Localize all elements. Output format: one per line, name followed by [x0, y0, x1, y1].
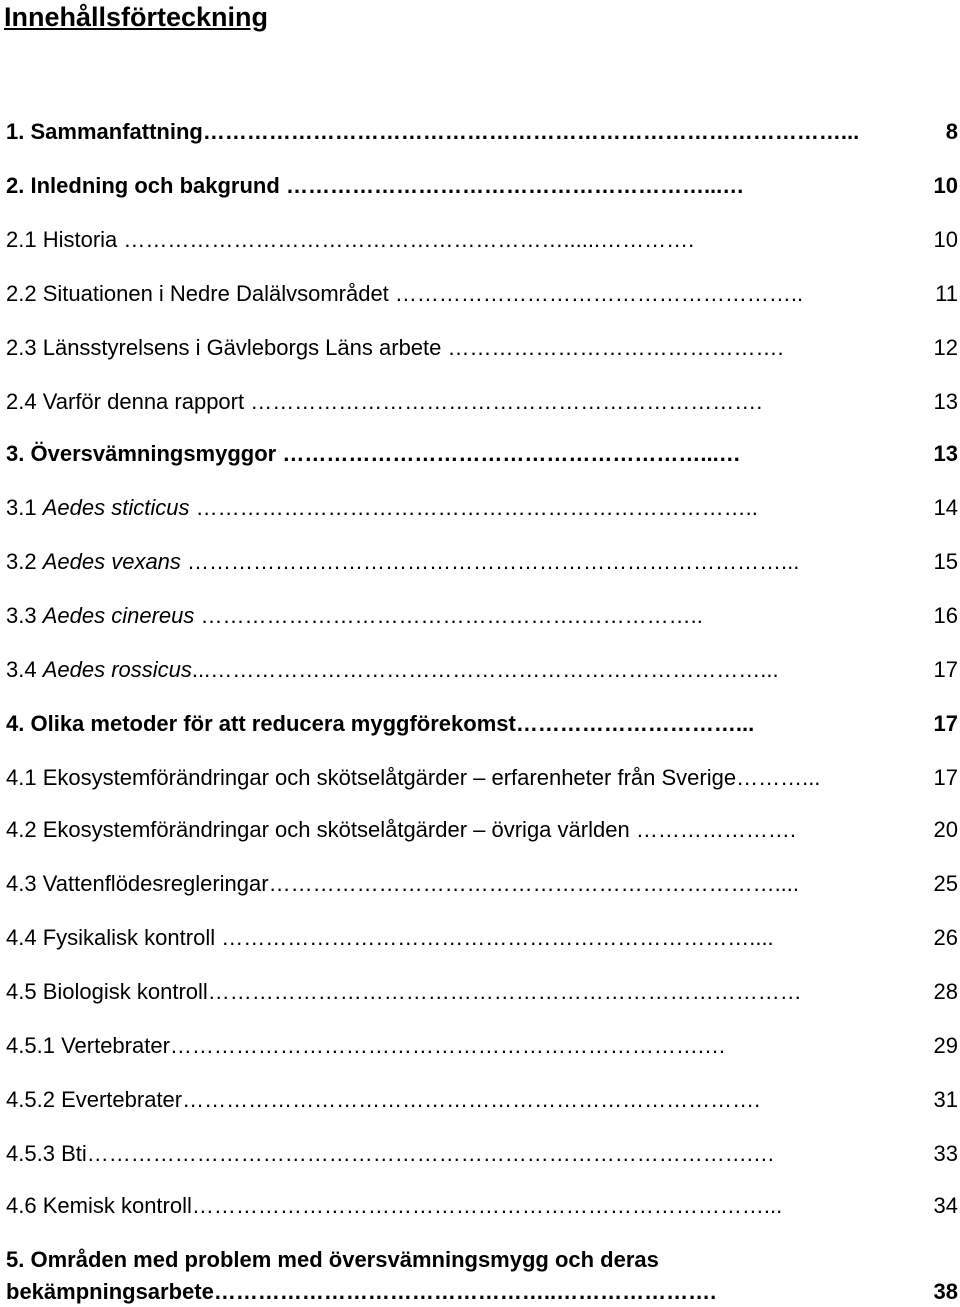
entry-leader-dots: …………………………………………………………….: [250, 389, 763, 414]
entry-text: Kemisk kontroll: [42, 1193, 192, 1218]
entry-leader-dots: ………………………………………..………………….: [213, 1279, 717, 1304]
toc-entry[interactable]: [6, 173, 958, 199]
entry-page-number: 26: [933, 925, 958, 950]
entry-page-number: 34: [933, 1193, 958, 1218]
entry-leader-dots: ……………………………………………………………………...: [191, 1193, 783, 1218]
entry-page-number: 31: [933, 1087, 958, 1112]
entry-text: Situationen i Nedre Dalälvsområdet: [42, 281, 389, 306]
entry-number: 4.3: [6, 871, 37, 896]
entry-text: Olika metoder för att reducera myggförekomst: [30, 711, 516, 736]
toc-entry[interactable]: [6, 1033, 958, 1059]
entry-page-number: 10: [933, 173, 958, 198]
entry-number: 3.: [6, 441, 25, 466]
entry-number: 3.2: [6, 549, 37, 574]
entry-text: Områden med problem med översvämningsmygg och deras: [30, 1247, 659, 1272]
toc-entry-continuation[interactable]: [6, 1279, 958, 1305]
entry-page-number: 13: [933, 389, 958, 414]
entry-page-number: 15: [933, 549, 958, 574]
entry-text: Bti: [61, 1141, 87, 1166]
entry-text: Historia: [42, 227, 118, 252]
entry-text: Aedes sticticus: [42, 495, 190, 520]
entry-number: 4.5.3: [6, 1141, 55, 1166]
entry-page-number: 8: [945, 119, 958, 144]
entry-text: Ekosystemförändringar och skötselåtgärder – övriga världen: [42, 817, 630, 842]
toc-entry[interactable]: [6, 1141, 958, 1167]
entry-number: 2.2: [6, 281, 37, 306]
entry-page-number: 14: [933, 495, 958, 520]
entry-number: 4.4: [6, 925, 37, 950]
entry-page-number: 17: [933, 657, 958, 682]
page-title: Innehållsförteckning: [4, 2, 269, 32]
entry-leader-dots: ……………………………………………………………....: [268, 871, 800, 896]
entry-page-number: 11: [935, 281, 958, 306]
toc-entry[interactable]: [6, 441, 958, 467]
entry-leader-dots: ………………………………………………………………....: [221, 925, 774, 950]
entry-text: Aedes rossicus: [42, 657, 192, 682]
toc-entry[interactable]: [6, 603, 958, 629]
toc-entry[interactable]: [6, 1193, 958, 1219]
entry-number: 5.: [6, 1247, 25, 1272]
entry-number: 4.5.1: [6, 1033, 55, 1058]
toc-entry[interactable]: [6, 817, 958, 843]
entry-text: Inledning och bakgrund: [30, 173, 280, 198]
entry-leader-dots: ...…………………………………………………………………...: [191, 657, 779, 682]
entry-page-number: 33: [933, 1141, 958, 1166]
toc-entry[interactable]: [6, 281, 958, 307]
entry-leader-dots: ………………….: [635, 817, 796, 842]
entry-page-number: 38: [933, 1279, 958, 1304]
entry-text: Sammanfattning: [30, 119, 203, 144]
entry-leader-dots: …………………………………………………...…: [285, 173, 745, 198]
entry-text: Länsstyrelsens i Gävleborgs Läns arbete: [42, 335, 442, 360]
entry-leader-dots: …………………………………………………………………..: [195, 495, 758, 520]
entry-text: Biologisk kontroll: [42, 979, 208, 1004]
entry-page-number: 17: [933, 711, 958, 736]
toc-entry[interactable]: [6, 495, 958, 521]
entry-number: 3.1: [6, 495, 37, 520]
entry-page-number: 25: [933, 871, 958, 896]
entry-number: 4.5: [6, 979, 37, 1004]
toc-entry[interactable]: [6, 711, 958, 737]
entry-number: 3.3: [6, 603, 37, 628]
entry-leader-dots: ………………………………………………………………………: [207, 979, 802, 1004]
entry-text: Varför denna rapport: [42, 389, 245, 414]
toc-entry[interactable]: [6, 549, 958, 575]
entry-leader-dots: ……………………………………………………………………………...: [202, 119, 860, 144]
toc-entry[interactable]: [6, 657, 958, 683]
entry-text: Översvämningsmyggor: [30, 441, 277, 466]
entry-leader-dots: ……………………………………………………………………………….…: [86, 1141, 775, 1166]
entry-leader-dots: …………………………...: [515, 711, 755, 736]
entry-number: 4.6: [6, 1193, 37, 1218]
entry-leader-dots: …………………………………………………...…: [282, 441, 741, 466]
entry-leader-dots: ………………………………………………………………………...: [187, 549, 800, 574]
entry-number: 4.: [6, 711, 25, 736]
entry-text: Evertebrater: [61, 1087, 183, 1112]
toc-entry[interactable]: [6, 925, 958, 951]
entry-leader-dots: ………...: [736, 765, 821, 790]
entry-number: 4.1: [6, 765, 37, 790]
entry-number: 1.: [6, 119, 25, 144]
entry-page-number: 10: [933, 227, 958, 252]
entry-number: 2.1: [6, 227, 37, 252]
toc-entry[interactable]: [6, 389, 958, 415]
entry-page-number: 28: [933, 979, 958, 1004]
entry-page-number: 13: [933, 441, 958, 466]
toc-entry[interactable]: [6, 335, 958, 361]
entry-page-number: 16: [933, 603, 958, 628]
entry-text: Ekosystemförändringar och skötselåtgärder – erfarenheter från Sverige: [42, 765, 737, 790]
entry-leader-dots: ……………………………………….: [447, 335, 784, 360]
toc-entry[interactable]: [6, 227, 958, 253]
entry-number: 2.: [6, 173, 25, 198]
entry-number: 4.2: [6, 817, 37, 842]
entry-text: Vattenflödesregleringar: [42, 871, 269, 896]
entry-text: Fysikalisk kontroll: [42, 925, 216, 950]
toc-entry[interactable]: [6, 765, 958, 791]
toc-entry[interactable]: [6, 1247, 958, 1273]
entry-page-number: 12: [933, 335, 958, 360]
entry-number: 3.4: [6, 657, 37, 682]
entry-leader-dots: …………………………………………….……………..: [200, 603, 703, 628]
entry-leader-dots: ……………………………………………………………….…: [169, 1033, 727, 1058]
entry-leader-dots: ……………………………………………………......………….: [123, 227, 695, 252]
entry-text: bekämpningsarbete: [6, 1279, 214, 1304]
toc-entry[interactable]: [6, 119, 958, 145]
entry-leader-dots: ………………………………………………..: [394, 281, 804, 306]
entry-number: 2.3: [6, 335, 37, 360]
toc-entry[interactable]: [6, 1087, 958, 1113]
entry-leader-dots: …………………………………………………………………….: [182, 1087, 761, 1112]
entry-text: Vertebrater: [61, 1033, 170, 1058]
toc-entry[interactable]: [6, 871, 958, 897]
entry-number: 4.5.2: [6, 1087, 55, 1112]
toc-entry[interactable]: [6, 979, 958, 1005]
entry-page-number: 20: [933, 817, 958, 842]
entry-text: Aedes cinereus: [42, 603, 195, 628]
entry-number: 2.4: [6, 389, 37, 414]
entry-text: Aedes vexans: [42, 549, 181, 574]
entry-page-number: 29: [933, 1033, 958, 1058]
entry-page-number: 17: [933, 765, 958, 790]
